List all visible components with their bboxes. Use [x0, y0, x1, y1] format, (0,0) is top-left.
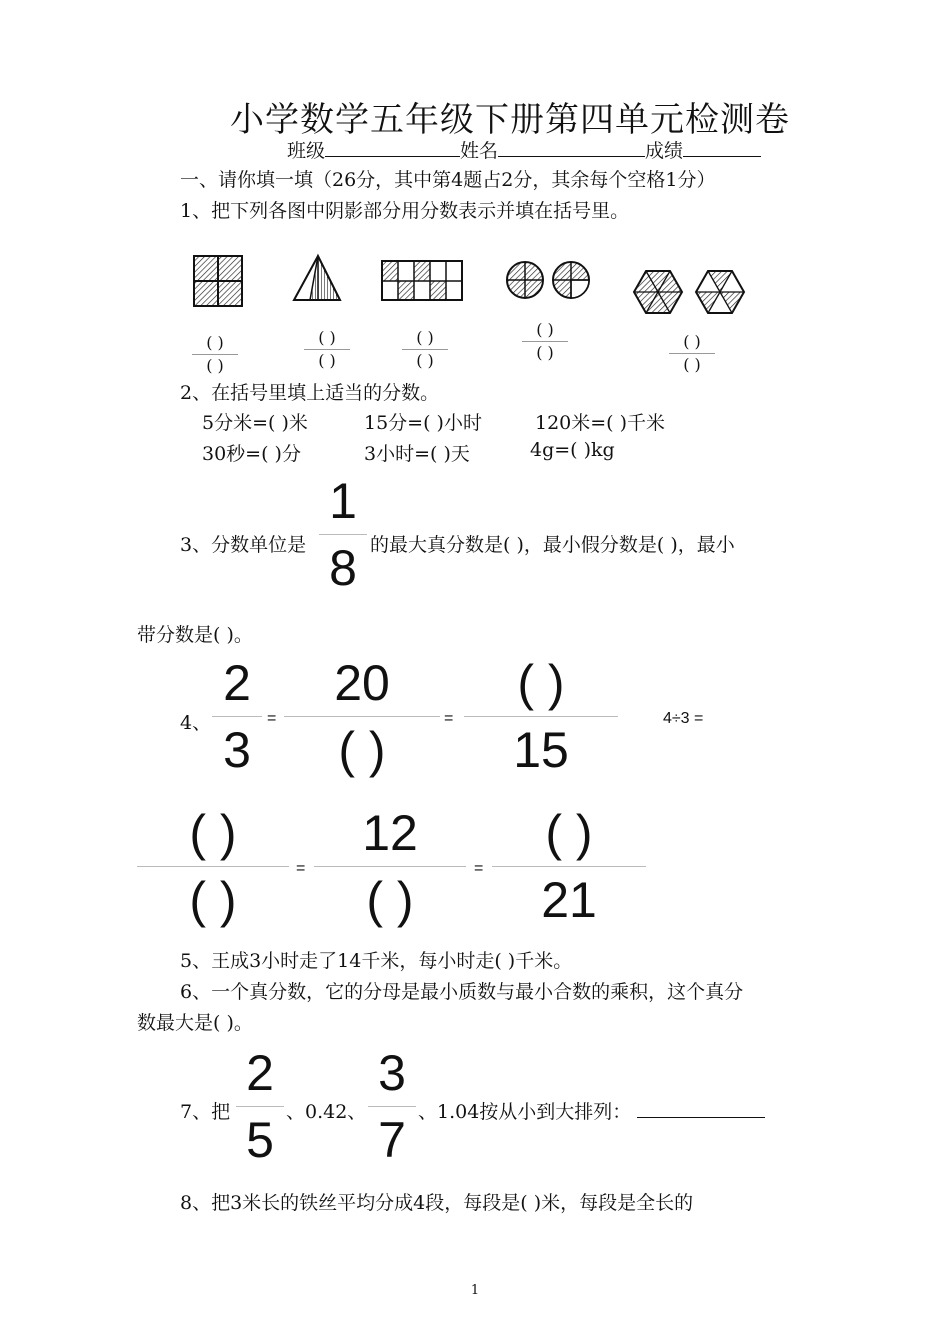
answer-fraction[interactable]: ( ) ( ) — [192, 333, 238, 376]
q2-item: 3小时=( )天 — [364, 443, 470, 465]
figure-hexagons — [634, 271, 744, 313]
question-3-cont: 带分数是( )。 — [137, 624, 253, 646]
figure-square — [194, 256, 242, 306]
fraction-three-sevenths: 3 7 — [368, 1040, 416, 1173]
answer-fraction[interactable]: ( ) ( ) — [669, 332, 715, 375]
question-7-suffix: 、1.04按从小到大排列： — [418, 1097, 765, 1124]
shape-figures — [0, 240, 950, 360]
figure-triangle — [294, 256, 340, 300]
q2-item: 15分=( )小时 — [364, 412, 482, 434]
question-6-line2: 数最大是( )。 — [137, 1012, 253, 1034]
class-blank — [325, 140, 460, 157]
question-8: 8、把3米长的铁丝平均分成4段，每段是( )米，每段是全长的 — [180, 1192, 694, 1214]
fraction[interactable]: ( ) ( ) — [137, 800, 289, 933]
page-title: 小学数学五年级下册第四单元检测卷 — [230, 100, 790, 140]
fraction-one-eighth: 1 8 — [319, 468, 367, 601]
fraction[interactable]: ( ) 15 — [464, 650, 618, 783]
fraction[interactable]: ( ) 21 — [492, 800, 646, 933]
section-heading: 一、请你填一填（26分，其中第4题占2分，其余每个空格1分） — [180, 169, 716, 191]
q2-item: 4g=( )kg — [530, 439, 615, 461]
score-label: 成绩 — [645, 140, 684, 162]
page-number: 1 — [470, 1283, 480, 1298]
fraction[interactable]: 20 ( ) — [284, 650, 440, 783]
answer-fraction[interactable]: ( ) ( ) — [402, 328, 448, 371]
division-expression: 4÷3 = — [663, 710, 704, 727]
question-3-suffix: 的最大真分数是( )，最小假分数是( )，最小 — [370, 534, 735, 556]
equals-sign: = — [267, 710, 277, 727]
class-label: 班级 — [287, 140, 326, 162]
figure-rectangle-grid — [382, 261, 462, 300]
name-blank — [498, 140, 645, 157]
question-6-line1: 6、一个真分数，它的分母是最小质数与最小合数的乘积，这个真分 — [180, 981, 744, 1003]
question-2: 2、在括号里填上适当的分数。 — [180, 382, 440, 404]
equals-sign: = — [296, 860, 306, 877]
question-7-prefix: 7、把 — [180, 1101, 231, 1123]
q2-item: 5分米=( )米 — [202, 412, 308, 434]
question-5: 5、王成3小时走了14千米，每小时走( )千米。 — [180, 950, 573, 972]
q2-item: 30秒=( )分 — [202, 443, 301, 465]
name-label: 姓名 — [460, 140, 499, 162]
question-3-prefix: 3、分数单位是 — [180, 534, 307, 556]
question-7-sep: 、0.42、 — [286, 1101, 367, 1123]
question-1: 1、把下列各图中阴影部分用分数表示并填在括号里。 — [180, 200, 630, 222]
answer-fraction[interactable]: ( ) ( ) — [304, 328, 350, 371]
answer-fraction[interactable]: ( ) ( ) — [522, 320, 568, 363]
fraction[interactable]: 12 ( ) — [314, 800, 466, 933]
student-info-line — [287, 136, 761, 163]
question-4-prefix: 4、 — [180, 712, 212, 734]
fraction: 2 3 — [212, 650, 262, 783]
equals-sign: = — [474, 860, 484, 877]
figure-circles — [507, 262, 589, 298]
fraction-two-fifths: 2 5 — [236, 1040, 284, 1173]
equals-sign: = — [444, 710, 454, 727]
score-blank — [683, 140, 761, 157]
q2-item: 120米=( )千米 — [535, 412, 666, 434]
answer-blank[interactable] — [637, 1101, 765, 1118]
